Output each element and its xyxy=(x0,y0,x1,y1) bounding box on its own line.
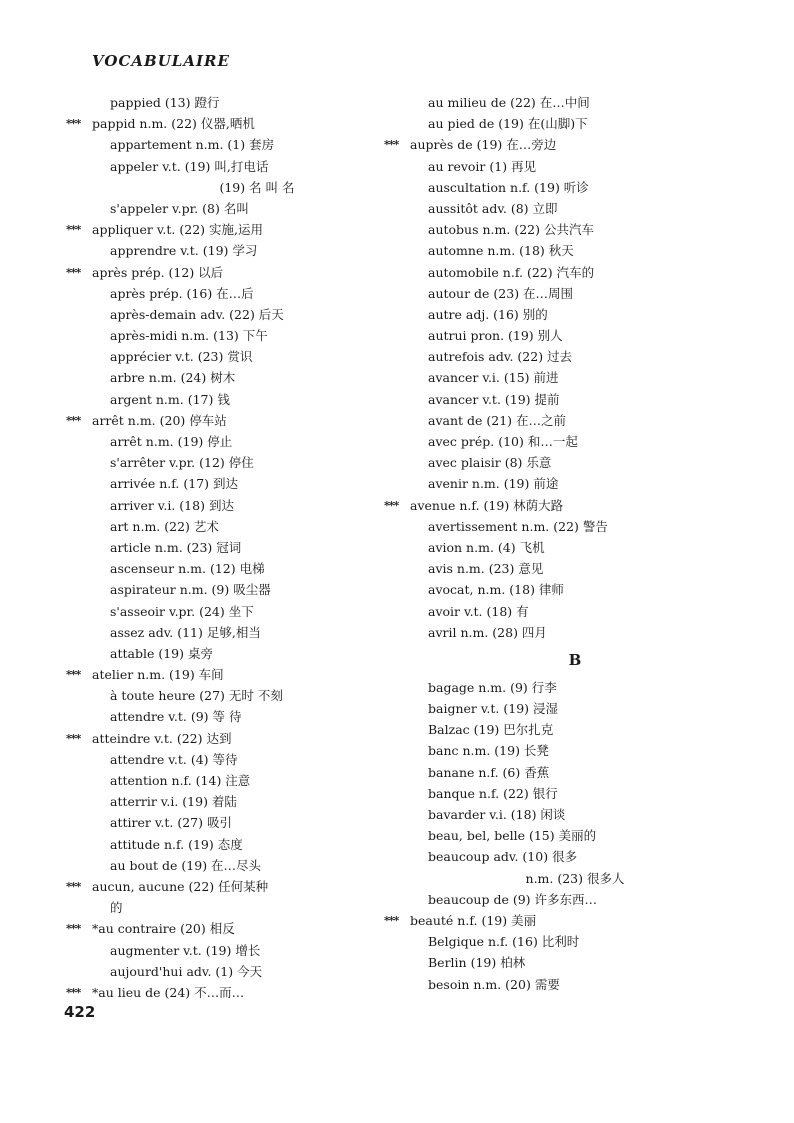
entry-text: attendre v.t. (4) 等待 xyxy=(110,751,238,767)
dictionary-entry xyxy=(410,156,740,177)
dictionary-entry xyxy=(410,579,740,600)
entry-text: appeler v.t. (19) 叫,打电话 xyxy=(110,158,269,174)
entry-text: autobus n.m. (22) 公共汽车 xyxy=(428,222,594,238)
entry-text: aspirateur n.m. (9) 吸尘器 xyxy=(110,582,271,598)
dictionary-entry xyxy=(92,346,422,367)
dictionary-entry xyxy=(410,537,740,558)
dictionary-entry xyxy=(410,974,740,995)
dictionary-entry xyxy=(92,685,422,706)
entry-text: beauté n.f. (19) 美丽 xyxy=(410,912,537,928)
dictionary-entry xyxy=(92,156,422,177)
dictionary-entry xyxy=(410,367,740,388)
entry-text: atelier n.m. (19) 车间 xyxy=(92,667,224,683)
dictionary-entry xyxy=(66,982,422,1003)
entry-marker: *** xyxy=(66,668,81,682)
dictionary-entry xyxy=(92,812,422,833)
dictionary-entry xyxy=(410,410,740,431)
dictionary-entry xyxy=(92,431,422,452)
dictionary-entry xyxy=(410,177,740,198)
entry-text: attention n.f. (14) 注意 xyxy=(110,773,251,788)
dictionary-entry xyxy=(92,749,422,770)
dictionary-entry xyxy=(410,889,740,910)
entry-text: avancer v.t. (19) 提前 xyxy=(428,391,560,407)
entry-text: aussitôt adv. (8) 立即 xyxy=(428,200,558,216)
dictionary-entry xyxy=(384,910,740,931)
dictionary-entry xyxy=(92,389,422,410)
dictionary-entry xyxy=(66,410,422,431)
dictionary-entry xyxy=(66,876,422,897)
dictionary-entry xyxy=(92,304,422,325)
entry-text: arbre n.m. (24) 树木 xyxy=(110,370,236,386)
entry-marker: *** xyxy=(66,922,81,936)
entry-text: après-midi n.m. (13) 下午 xyxy=(110,328,268,344)
entry-text: avenue n.f. (19) 林荫大路 xyxy=(410,497,564,513)
entry-text: *au contraire (20) 相反 xyxy=(92,921,235,937)
entry-text: s'appeler v.pr. (8) 名叫 xyxy=(110,200,249,216)
entry-text: au milieu de (22) 在…中间 xyxy=(428,95,590,110)
entry-text: arriver v.i. (18) 到达 xyxy=(110,497,234,513)
dictionary-entry xyxy=(410,846,740,867)
entry-text: appliquer v.t. (22) 实施,运用 xyxy=(92,222,263,238)
dictionary-entry xyxy=(410,219,740,240)
entry-text: attirer v.t. (27) 吸引 xyxy=(110,815,232,831)
entry-text: attitude n.f. (19) 态度 xyxy=(110,836,243,852)
entry-marker: *** xyxy=(66,731,81,745)
entry-text: au revoir (1) 再见 xyxy=(428,158,537,174)
dictionary-entry xyxy=(92,516,422,537)
dictionary-entry xyxy=(92,770,422,791)
entry-text: avec plaisir (8) 乐意 xyxy=(428,455,552,471)
entry-text: 的 xyxy=(110,900,123,916)
dictionary-entry xyxy=(66,262,422,283)
dictionary-entry xyxy=(92,473,422,494)
entry-text: n.m. (23) 很多人 xyxy=(525,870,625,886)
entry-text: autrui pron. (19) 别人 xyxy=(428,328,563,344)
entry-text: pappied (13) 蹬行 xyxy=(110,95,220,110)
dictionary-entry xyxy=(92,177,422,198)
dictionary-entry xyxy=(92,495,422,516)
entry-text: autrefois adv. (22) 过去 xyxy=(428,349,573,365)
dictionary-entry xyxy=(410,868,740,889)
entry-text: atterrir v.i. (19) 着陆 xyxy=(110,794,237,810)
entry-text: pappid n.m. (22) 仪器,晒机 xyxy=(92,116,255,132)
dictionary-entry xyxy=(410,931,740,952)
entry-text: avril n.m. (28) 四月 xyxy=(428,624,547,640)
entry-text: avertissement n.m. (22) 警告 xyxy=(428,518,608,534)
entry-text: après prép. (12) 以后 xyxy=(92,264,224,280)
dictionary-entry xyxy=(66,664,422,685)
dictionary-entry xyxy=(92,283,422,304)
dictionary-entry xyxy=(410,516,740,537)
entry-text: attable (19) 桌旁 xyxy=(110,645,213,661)
entry-text: automobile n.f. (22) 汽车的 xyxy=(428,264,595,280)
entry-text: avocat, n.m. (18) 律师 xyxy=(428,582,564,598)
entry-text: argent n.m. (17) 钱 xyxy=(110,391,230,407)
entry-text: avec prép. (10) 和…一起 xyxy=(428,434,578,449)
dictionary-entry xyxy=(410,558,740,579)
entry-text: aucun, aucune (22) 任何某种 xyxy=(92,878,269,894)
dictionary-entry xyxy=(92,706,422,727)
entry-text: baigner v.t. (19) 浸湿 xyxy=(428,701,559,717)
entry-text: atteindre v.t. (22) 达到 xyxy=(92,730,232,746)
dictionary-entry xyxy=(410,783,740,804)
entry-text: beaucoup adv. (10) 很多 xyxy=(428,849,578,865)
dictionary-entry xyxy=(410,262,740,283)
dictionary-entry xyxy=(92,579,422,600)
entry-text: ascenseur n.m. (12) 电梯 xyxy=(110,561,265,577)
entry-text: avis n.m. (23) 意见 xyxy=(428,561,544,577)
entry-text: au pied de (19) 在(山脚)下 xyxy=(428,116,588,132)
entry-text: assez adv. (11) 足够,相当 xyxy=(110,624,261,640)
right-column xyxy=(384,92,740,995)
dictionary-entry xyxy=(92,601,422,622)
left-column xyxy=(66,92,422,1003)
entry-text: autour de (23) 在…周围 xyxy=(428,285,574,301)
entry-text: avenir n.m. (19) 前途 xyxy=(428,476,559,492)
dictionary-entry xyxy=(410,304,740,325)
dictionary-entry xyxy=(410,389,740,410)
entry-text: autre adj. (16) 别的 xyxy=(428,306,548,322)
entry-text: auprès de (19) 在…旁边 xyxy=(410,137,557,153)
dictionary-entry xyxy=(92,452,422,473)
dictionary-entry xyxy=(66,918,422,939)
dictionary-entry xyxy=(410,622,740,643)
dictionary-entry xyxy=(410,473,740,494)
entry-text: arrêt n.m. (20) 停车站 xyxy=(92,412,227,428)
entry-text: avoir v.t. (18) 有 xyxy=(428,603,529,619)
dictionary-entry xyxy=(92,325,422,346)
dictionary-entry xyxy=(92,897,422,918)
entry-text: banc n.m. (19) 长凳 xyxy=(428,743,549,759)
dictionary-entry xyxy=(92,537,422,558)
dictionary-entry xyxy=(410,601,740,622)
dictionary-entry xyxy=(410,825,740,846)
entry-marker: *** xyxy=(66,413,81,427)
entry-text: attendre v.t. (9) 等 待 xyxy=(110,709,242,725)
entry-text: apprécier v.t. (23) 赏识 xyxy=(110,349,253,365)
entry-text: besoin n.m. (20) 需要 xyxy=(428,976,560,992)
entry-text: à toute heure (27) 无时 不刻 xyxy=(110,688,283,704)
entry-text: au bout de (19) 在…尽头 xyxy=(110,857,262,873)
entry-text: beau, bel, belle (15) 美丽的 xyxy=(428,828,597,844)
dictionary-entry xyxy=(92,240,422,261)
entry-text: Berlin (19) 柏林 xyxy=(428,955,526,971)
entry-text: auscultation n.f. (19) 听诊 xyxy=(428,179,589,195)
entry-marker: *** xyxy=(384,913,399,927)
dictionary-entry xyxy=(92,198,422,219)
entry-marker: *** xyxy=(384,498,399,512)
entry-text: banque n.f. (22) 银行 xyxy=(428,785,558,801)
entry-text: Belgique n.f. (16) 比利时 xyxy=(428,934,580,950)
dictionary-entry xyxy=(92,961,422,982)
dictionary-entry xyxy=(92,855,422,876)
entry-text: bagage n.m. (9) 行李 xyxy=(428,679,557,695)
dictionary-entry xyxy=(410,283,740,304)
dictionary-entry xyxy=(92,834,422,855)
entry-marker: *** xyxy=(384,138,399,152)
entry-marker: *** xyxy=(66,879,81,893)
page-number: 422 xyxy=(64,1003,96,1021)
entry-marker: *** xyxy=(66,117,81,131)
dictionary-entry xyxy=(92,367,422,388)
entry-text: avant de (21) 在…之前 xyxy=(428,412,567,428)
dictionary-entry xyxy=(410,113,740,134)
dictionary-entry xyxy=(410,198,740,219)
entry-text: appartement n.m. (1) 套房 xyxy=(110,137,275,153)
dictionary-entry xyxy=(410,740,740,761)
dictionary-entry xyxy=(410,325,740,346)
dictionary-entry xyxy=(92,92,422,113)
entry-text: apprendre v.t. (19) 学习 xyxy=(110,243,258,259)
entry-text: aujourd'hui adv. (1) 今天 xyxy=(110,963,263,979)
entry-text: après-demain adv. (22) 后天 xyxy=(110,306,284,322)
dictionary-entry xyxy=(410,92,740,113)
dictionary-entry xyxy=(410,804,740,825)
entry-text: beaucoup de (9) 许多东西… xyxy=(428,891,598,907)
entry-text: art n.m. (22) 艺术 xyxy=(110,518,219,534)
dictionary-entry xyxy=(410,452,740,473)
dictionary-entry xyxy=(92,558,422,579)
dictionary-entry xyxy=(410,719,740,740)
entry-text: arrivée n.f. (17) 到达 xyxy=(110,476,239,492)
dictionary-entry xyxy=(92,791,422,812)
dictionary-entry xyxy=(384,495,740,516)
dictionary-entry xyxy=(410,346,740,367)
dictionary-entry xyxy=(66,219,422,240)
entry-marker: *** xyxy=(66,223,81,237)
dictionary-entry xyxy=(92,622,422,643)
entry-text: s'asseoir v.pr. (24) 坐下 xyxy=(110,603,254,619)
section-letter: B xyxy=(568,650,582,669)
page-header: VOCABULAIRE xyxy=(92,52,230,70)
dictionary-entry xyxy=(92,134,422,155)
dictionary-entry xyxy=(410,677,740,698)
entry-marker: *** xyxy=(66,265,81,279)
entry-text: augmenter v.t. (19) 增长 xyxy=(110,942,261,958)
entry-marker: *** xyxy=(66,985,81,999)
entry-text: (19) 名 叫 名 xyxy=(219,179,295,195)
entry-text: après prép. (16) 在…后 xyxy=(110,285,254,301)
entry-text: avion n.m. (4) 飞机 xyxy=(428,539,545,555)
entry-text: s'arrêter v.pr. (12) 停住 xyxy=(110,455,254,471)
dictionary-entry xyxy=(410,240,740,261)
dictionary-entry xyxy=(66,728,422,749)
dictionary-entry xyxy=(410,762,740,783)
dictionary-entry xyxy=(92,643,422,664)
dictionary-entry xyxy=(92,940,422,961)
entry-text: article n.m. (23) 冠词 xyxy=(110,539,242,555)
entry-text: banane n.f. (6) 香蕉 xyxy=(428,764,550,780)
dictionary-entry xyxy=(410,431,740,452)
dictionary-entry xyxy=(66,113,422,134)
entry-text: Balzac (19) 巴尔扎克 xyxy=(428,722,554,738)
entry-text: bavarder v.i. (18) 闲谈 xyxy=(428,807,566,822)
dictionary-entry xyxy=(410,952,740,973)
entry-text: *au lieu de (24) 不…而… xyxy=(92,984,245,1000)
dictionary-entry xyxy=(384,134,740,155)
entry-text: arrêt n.m. (19) 停止 xyxy=(110,434,233,449)
entry-text: avancer v.i. (15) 前进 xyxy=(428,370,559,386)
entry-text: automne n.m. (18) 秋天 xyxy=(428,243,574,259)
dictionary-entry xyxy=(410,698,740,719)
